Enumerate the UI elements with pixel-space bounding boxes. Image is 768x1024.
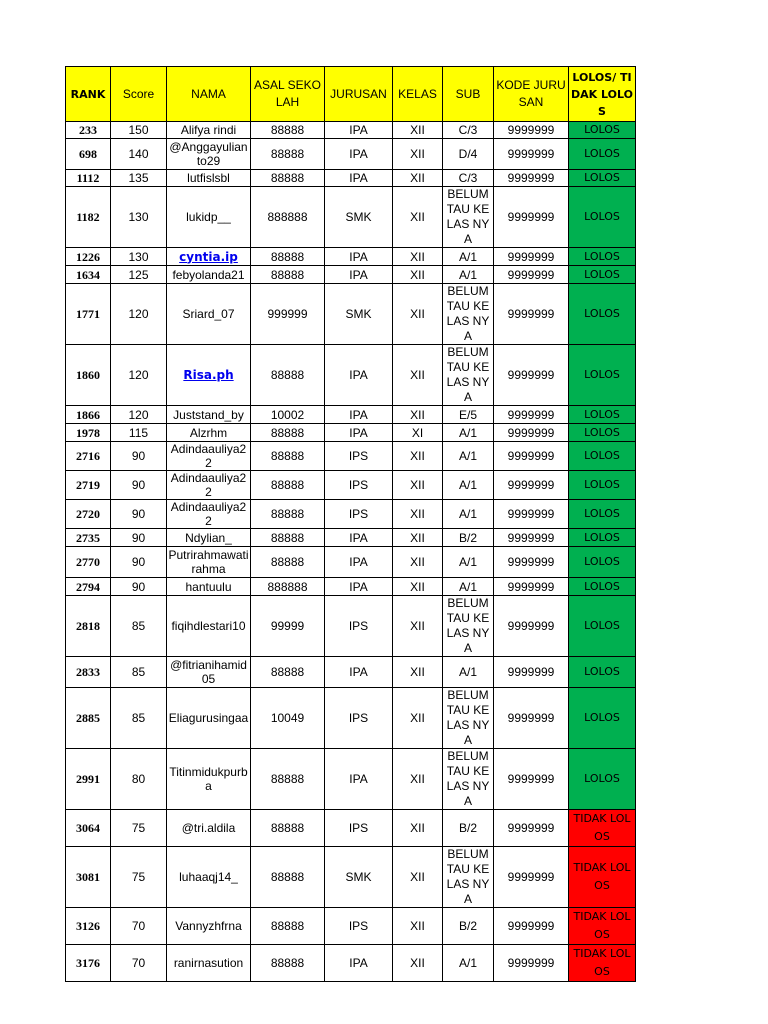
cell-kelas: XII xyxy=(393,688,443,749)
table-row xyxy=(66,945,636,982)
cell-kode-jurusan: 9999999 xyxy=(494,248,569,266)
cell-score: 90 xyxy=(111,529,167,547)
cell-nama: @Anggayulianto29 xyxy=(167,139,251,170)
cell-sub: A/1 xyxy=(443,248,494,266)
cell-score: 70 xyxy=(111,908,167,945)
table-row xyxy=(66,122,636,139)
cell-kelas: XII xyxy=(393,170,443,187)
cell-nama: hantuulu xyxy=(167,578,251,596)
cell-asal-sekolah: 10049 xyxy=(251,688,325,749)
cell-asal-sekolah: 88888 xyxy=(251,945,325,982)
cell-kelas: XII xyxy=(393,908,443,945)
cell-kode-jurusan: 9999999 xyxy=(494,657,569,688)
cell-score: 80 xyxy=(111,749,167,810)
cell-rank: 1182 xyxy=(66,187,111,248)
cell-jurusan: IPS xyxy=(325,908,393,945)
cell-jurusan: IPS xyxy=(325,688,393,749)
cell-score: 85 xyxy=(111,657,167,688)
cell-score: 120 xyxy=(111,345,167,406)
cell-kelas: XII xyxy=(393,471,443,500)
cell-sub: BELUM TAU KELAS NYA xyxy=(443,596,494,657)
table-row xyxy=(66,749,636,810)
cell-jurusan: IPA xyxy=(325,749,393,810)
cell-sub: B/2 xyxy=(443,908,494,945)
cell-status: LOLOS xyxy=(569,248,636,266)
cell-sub: B/2 xyxy=(443,529,494,547)
cell-status: LOLOS xyxy=(569,749,636,810)
cell-score: 75 xyxy=(111,847,167,908)
cell-jurusan: IPS xyxy=(325,500,393,529)
cell-jurusan: IPS xyxy=(325,596,393,657)
cell-nama: Alifya rindi xyxy=(167,122,251,139)
cell-kelas: XII xyxy=(393,248,443,266)
cell-nama: Eliagurusingaa xyxy=(167,688,251,749)
cell-score: 130 xyxy=(111,187,167,248)
cell-jurusan: SMK xyxy=(325,187,393,248)
cell-status: LOLOS xyxy=(569,345,636,406)
table-row xyxy=(66,345,636,406)
cell-rank: 1226 xyxy=(66,248,111,266)
cell-status: LOLOS xyxy=(569,578,636,596)
cell-kelas: XII xyxy=(393,529,443,547)
cell-kode-jurusan: 9999999 xyxy=(494,500,569,529)
cell-score: 85 xyxy=(111,596,167,657)
cell-nama: luhaaqj14_ xyxy=(167,847,251,908)
cell-status: LOLOS xyxy=(569,657,636,688)
cell-status: LOLOS xyxy=(569,122,636,139)
table-row xyxy=(66,547,636,578)
cell-nama: Putrirahmawatirahma xyxy=(168,548,249,576)
cell-status: LOLOS xyxy=(569,500,636,529)
cell-asal-sekolah: 88888 xyxy=(251,248,325,266)
header-kelas: KELAS xyxy=(393,67,443,122)
table-row xyxy=(66,187,636,248)
header-kode-jurusan: KODE JURUSAN xyxy=(494,67,569,122)
cell-kelas: XII xyxy=(393,500,443,529)
cell-asal-sekolah: 88888 xyxy=(251,810,325,847)
cell-kelas: XII xyxy=(393,139,443,170)
cell-score: 115 xyxy=(111,424,167,442)
cell-asal-sekolah: 888888 xyxy=(251,578,325,596)
cell-asal-sekolah: 10002 xyxy=(251,406,325,424)
cell-kode-jurusan: 9999999 xyxy=(494,170,569,187)
cell-kode-jurusan: 9999999 xyxy=(494,139,569,170)
cell-score: 90 xyxy=(111,547,167,578)
cell-sub: D/4 xyxy=(443,139,494,170)
cell-asal-sekolah: 88888 xyxy=(251,424,325,442)
cell-jurusan: IPA xyxy=(325,578,393,596)
cell-rank: 698 xyxy=(66,139,111,170)
cell-kelas: XII xyxy=(393,596,443,657)
cell-sub: BELUM TAU KELAS NYA xyxy=(443,187,494,248)
cell-nama: lukidp__ xyxy=(167,187,251,248)
cell-nama: @tri.aldila xyxy=(167,810,251,847)
cell-kode-jurusan: 9999999 xyxy=(494,345,569,406)
cell-kelas: XII xyxy=(393,847,443,908)
cell-score: 90 xyxy=(111,471,167,500)
cell-sub: BELUM TAU KELAS NYA xyxy=(443,345,494,406)
cell-rank: 1978 xyxy=(66,424,111,442)
header-row xyxy=(66,67,636,122)
cell-kelas: XII xyxy=(393,187,443,248)
cell-kode-jurusan: 9999999 xyxy=(494,810,569,847)
table-row xyxy=(66,139,636,170)
cell-kode-jurusan: 9999999 xyxy=(494,471,569,500)
cell-nama[interactable] xyxy=(167,248,251,266)
profile-link[interactable]: cyntia.ip xyxy=(179,249,238,264)
header-sub: SUB xyxy=(443,67,494,122)
cell-asal-sekolah: 88888 xyxy=(251,266,325,284)
cell-asal-sekolah: 88888 xyxy=(251,847,325,908)
cell-kelas: XII xyxy=(393,749,443,810)
cell-kelas: XII xyxy=(393,810,443,847)
cell-score: 150 xyxy=(111,122,167,139)
cell-jurusan: IPS xyxy=(325,810,393,847)
header-rank: RANK xyxy=(66,67,111,122)
header-nama: NAMA xyxy=(167,67,251,122)
cell-status: TIDAK LOLOS xyxy=(569,945,636,982)
cell-rank: 2735 xyxy=(66,529,111,547)
cell-kelas: XII xyxy=(393,578,443,596)
cell-status: TIDAK LOLOS xyxy=(569,847,636,908)
cell-kelas: XII xyxy=(393,406,443,424)
cell-sub: A/1 xyxy=(443,442,494,471)
header-jurusan: JURUSAN xyxy=(325,67,393,122)
table-row xyxy=(66,657,636,688)
cell-status: LOLOS xyxy=(569,170,636,187)
cell-kelas: XII xyxy=(393,345,443,406)
cell-sub: B/2 xyxy=(443,810,494,847)
cell-status: LOLOS xyxy=(569,471,636,500)
cell-status: LOLOS xyxy=(569,266,636,284)
cell-asal-sekolah: 88888 xyxy=(251,749,325,810)
cell-status: TIDAK LOLOS xyxy=(569,908,636,945)
cell-nama: Adindaauliya22 xyxy=(167,471,251,500)
cell-status: LOLOS xyxy=(569,139,636,170)
cell-score: 120 xyxy=(111,406,167,424)
table-row xyxy=(66,442,636,471)
cell-rank: 2818 xyxy=(66,596,111,657)
cell-kode-jurusan: 9999999 xyxy=(494,578,569,596)
cell-rank: 1771 xyxy=(66,284,111,345)
cell-kelas: XII xyxy=(393,122,443,139)
cell-kode-jurusan: 9999999 xyxy=(494,187,569,248)
cell-sub: A/1 xyxy=(443,547,494,578)
cell-sub: BELUM TAU KELAS NYA xyxy=(443,284,494,345)
cell-score: 125 xyxy=(111,266,167,284)
cell-rank: 2719 xyxy=(66,471,111,500)
cell-sub: E/5 xyxy=(443,406,494,424)
cell-status: LOLOS xyxy=(569,424,636,442)
table-row xyxy=(66,847,636,908)
cell-jurusan: IPA xyxy=(325,345,393,406)
cell-jurusan: IPA xyxy=(325,529,393,547)
cell-status: LOLOS xyxy=(569,284,636,345)
cell-sub: C/3 xyxy=(443,170,494,187)
cell-asal-sekolah: 999999 xyxy=(251,284,325,345)
cell-jurusan: IPA xyxy=(325,248,393,266)
cell-sub: A/1 xyxy=(443,424,494,442)
table-row xyxy=(66,406,636,424)
cell-sub: A/1 xyxy=(443,500,494,529)
table-row xyxy=(66,500,636,529)
cell-asal-sekolah: 88888 xyxy=(251,908,325,945)
cell-asal-sekolah: 88888 xyxy=(251,657,325,688)
table-row xyxy=(66,424,636,442)
cell-kode-jurusan: 9999999 xyxy=(494,688,569,749)
cell-score: 70 xyxy=(111,945,167,982)
cell-kode-jurusan: 9999999 xyxy=(494,945,569,982)
cell-kelas: XII xyxy=(393,266,443,284)
cell-score: 90 xyxy=(111,442,167,471)
table-row xyxy=(66,170,636,187)
cell-nama: febyolanda21 xyxy=(167,266,251,284)
cell-kode-jurusan: 9999999 xyxy=(494,908,569,945)
table-row xyxy=(66,810,636,847)
cell-asal-sekolah: 88888 xyxy=(251,442,325,471)
cell-status: TIDAK LOLOS xyxy=(569,810,636,847)
cell-jurusan: IPA xyxy=(325,122,393,139)
cell-jurusan: IPA xyxy=(325,170,393,187)
cell-jurusan: SMK xyxy=(325,284,393,345)
cell-score: 90 xyxy=(111,578,167,596)
cell-status: LOLOS xyxy=(569,529,636,547)
cell-sub: A/1 xyxy=(443,945,494,982)
cell-kelas: XI xyxy=(393,424,443,442)
cell-score: 135 xyxy=(111,170,167,187)
header-asal-sekolah: ASAL SEKOLAH xyxy=(251,67,325,122)
cell-rank: 3176 xyxy=(66,945,111,982)
cell-score: 90 xyxy=(111,500,167,529)
cell-score: 120 xyxy=(111,284,167,345)
cell-status: LOLOS xyxy=(569,406,636,424)
cell-asal-sekolah: 88888 xyxy=(251,547,325,578)
cell-nama: Titinmidukpurba xyxy=(167,749,251,810)
cell-rank: 1860 xyxy=(66,345,111,406)
cell-kelas: XII xyxy=(393,547,443,578)
cell-sub: C/3 xyxy=(443,122,494,139)
cell-asal-sekolah: 88888 xyxy=(251,122,325,139)
cell-status: LOLOS xyxy=(569,547,636,578)
header-score: Score xyxy=(111,67,167,122)
cell-kode-jurusan: 9999999 xyxy=(494,529,569,547)
cell-sub: A/1 xyxy=(443,266,494,284)
cell-jurusan: SMK xyxy=(325,847,393,908)
cell-sub: A/1 xyxy=(443,471,494,500)
cell-rank: 3081 xyxy=(66,847,111,908)
cell-rank: 1866 xyxy=(66,406,111,424)
cell-score: 140 xyxy=(111,139,167,170)
cell-rank: 2720 xyxy=(66,500,111,529)
cell-jurusan: IPS xyxy=(325,442,393,471)
cell-sub: A/1 xyxy=(443,657,494,688)
table-row xyxy=(66,529,636,547)
cell-jurusan: IPS xyxy=(325,471,393,500)
cell-jurusan: IPA xyxy=(325,547,393,578)
cell-kelas: XII xyxy=(393,284,443,345)
table-row xyxy=(66,908,636,945)
profile-link[interactable]: Risa.ph xyxy=(183,368,234,382)
cell-nama: Vannyzhfrna xyxy=(167,908,251,945)
cell-sub: BELUM TAU KELAS NYA xyxy=(443,847,494,908)
cell-kode-jurusan: 9999999 xyxy=(494,122,569,139)
cell-asal-sekolah: 88888 xyxy=(251,345,325,406)
cell-rank: 2770 xyxy=(66,547,111,578)
cell-asal-sekolah: 88888 xyxy=(251,500,325,529)
cell-nama: Sriard_07 xyxy=(167,284,251,345)
cell-kode-jurusan: 9999999 xyxy=(494,266,569,284)
cell-kode-jurusan: 9999999 xyxy=(494,284,569,345)
cell-status: LOLOS xyxy=(569,596,636,657)
cell-status: LOLOS xyxy=(569,688,636,749)
table-row xyxy=(66,248,636,266)
cell-kode-jurusan: 9999999 xyxy=(494,442,569,471)
cell-jurusan: IPA xyxy=(325,139,393,170)
cell-sub: A/1 xyxy=(443,578,494,596)
cell-nama: Alzrhm xyxy=(167,424,251,442)
cell-asal-sekolah: 88888 xyxy=(251,170,325,187)
cell-status: LOLOS xyxy=(569,442,636,471)
table-row xyxy=(66,284,636,345)
cell-asal-sekolah: 88888 xyxy=(251,529,325,547)
cell-nama: ranirnasution xyxy=(167,945,251,982)
cell-kode-jurusan: 9999999 xyxy=(494,406,569,424)
cell-kode-jurusan: 9999999 xyxy=(494,847,569,908)
cell-nama: Adindaauliya22 xyxy=(167,500,251,529)
table-body xyxy=(66,122,636,982)
cell-rank: 3126 xyxy=(66,908,111,945)
cell-kelas: XII xyxy=(393,657,443,688)
cell-kode-jurusan: 9999999 xyxy=(494,547,569,578)
cell-rank: 2794 xyxy=(66,578,111,596)
cell-asal-sekolah: 88888 xyxy=(251,471,325,500)
cell-nama: @fitrianihamid05 xyxy=(167,657,251,688)
cell-score: 130 xyxy=(111,248,167,266)
cell-asal-sekolah: 888888 xyxy=(251,187,325,248)
cell-asal-sekolah: 99999 xyxy=(251,596,325,657)
cell-rank: 2885 xyxy=(66,688,111,749)
cell-nama: Ndylian_ xyxy=(167,529,251,547)
cell-nama: Adindaauliya22 xyxy=(167,442,251,471)
table-row xyxy=(66,471,636,500)
cell-jurusan: IPA xyxy=(325,657,393,688)
cell-kode-jurusan: 9999999 xyxy=(494,749,569,810)
cell-score: 85 xyxy=(111,688,167,749)
cell-jurusan: IPA xyxy=(325,266,393,284)
cell-rank: 3064 xyxy=(66,810,111,847)
cell-kelas: XII xyxy=(393,945,443,982)
cell-nama: Juststand_by xyxy=(167,406,251,424)
cell-kode-jurusan: 9999999 xyxy=(494,424,569,442)
cell-nama: lutfislsbl xyxy=(167,170,251,187)
table-row xyxy=(66,688,636,749)
cell-jurusan: IPA xyxy=(325,406,393,424)
cell-rank: 233 xyxy=(66,122,111,139)
header-status: LOLOS/ TIDAK LOLOS xyxy=(569,67,636,122)
cell-kelas: XII xyxy=(393,442,443,471)
cell-rank: 2833 xyxy=(66,657,111,688)
table-row xyxy=(66,578,636,596)
cell-status: LOLOS xyxy=(569,187,636,248)
table-row xyxy=(66,596,636,657)
cell-rank: 1112 xyxy=(66,170,111,187)
cell-jurusan: IPA xyxy=(325,945,393,982)
cell-sub: BELUM TAU KELAS NYA xyxy=(443,688,494,749)
cell-nama[interactable] xyxy=(167,345,251,406)
table-row xyxy=(66,266,636,284)
cell-sub: BELUM TAU KELAS NYA xyxy=(443,749,494,810)
cell-kode-jurusan: 9999999 xyxy=(494,596,569,657)
cell-nama: fiqihdlestari10 xyxy=(167,596,251,657)
cell-jurusan: IPA xyxy=(325,424,393,442)
cell-score: 75 xyxy=(111,810,167,847)
cell-asal-sekolah: 88888 xyxy=(251,139,325,170)
results-table xyxy=(65,66,636,982)
cell-rank: 2716 xyxy=(66,442,111,471)
cell-rank: 1634 xyxy=(66,266,111,284)
cell-rank: 2991 xyxy=(66,749,111,810)
